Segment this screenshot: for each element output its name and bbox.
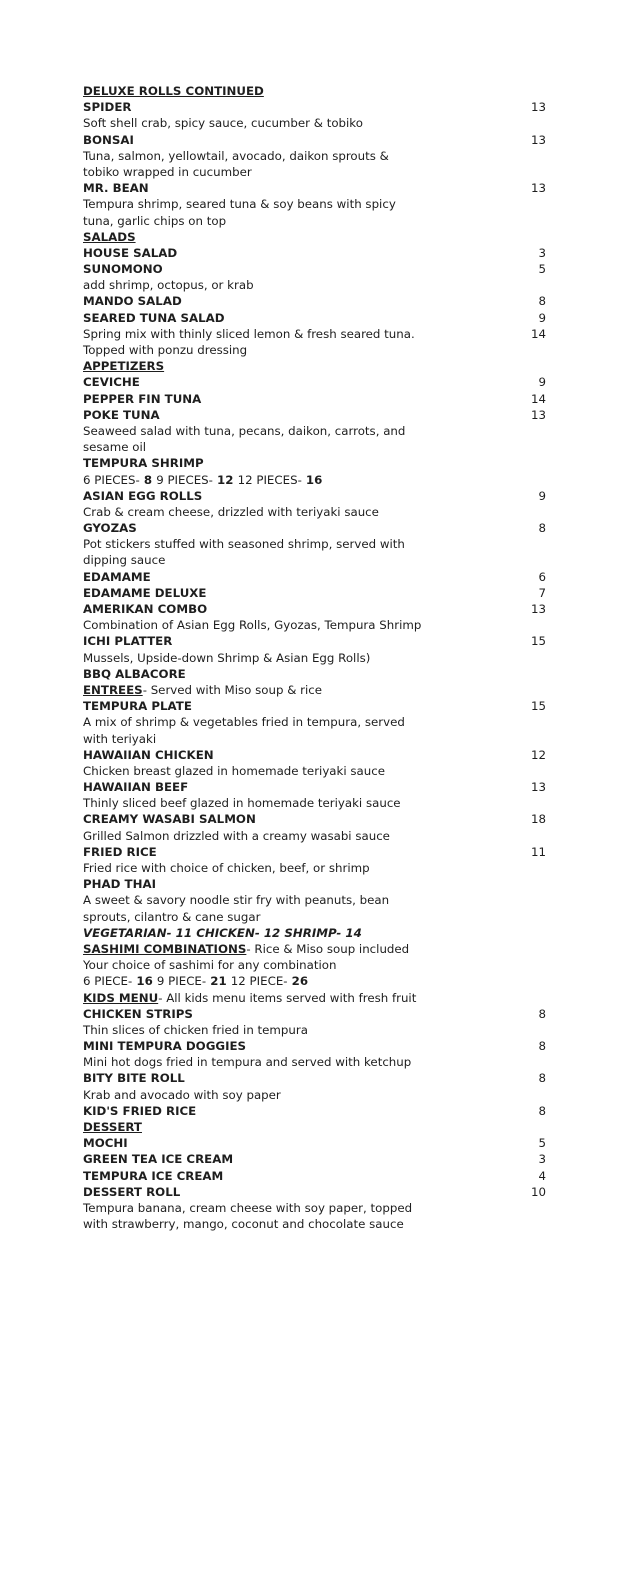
item-price: 6 [538, 569, 546, 584]
item-price: 8 [538, 294, 546, 309]
size-label: 12 PIECE- [230, 974, 288, 989]
item-price: 8 [538, 1006, 546, 1021]
item-price: 9 [538, 310, 546, 325]
item-name: CHICKEN STRIPS [83, 1006, 193, 1021]
section-salads: SALADS [83, 229, 136, 244]
section-dessert: DESSERT [83, 1120, 142, 1134]
item-description: Grilled Salmon drizzled with a creamy wasabi sauce [83, 828, 390, 843]
item-name: HAWAIIAN BEEF [83, 780, 189, 795]
item-name: MINI TEMPURA DOGGIES [83, 1039, 247, 1054]
item-fried-rice [83, 844, 546, 860]
size-price: 16 [301, 472, 323, 487]
item-name: EDAMAME [83, 569, 151, 584]
item-price: 10 [530, 1184, 546, 1199]
item-price: 8 [538, 521, 546, 536]
item-price: 13 [530, 100, 546, 115]
item-name: PEPPER FIN TUNA [83, 391, 202, 406]
item-name: GYOZAS [83, 521, 137, 536]
item-price: 8 [538, 1039, 546, 1054]
item-price: 3 [538, 245, 546, 260]
item-price: 13 [530, 132, 546, 147]
section-note: - All kids menu items served with fresh fruit [158, 990, 417, 1005]
item-price: 8 [538, 1071, 546, 1086]
item-pepper-fin-tuna [83, 391, 546, 407]
item-price: 18 [530, 812, 546, 827]
section-appetizers: APPETIZERS [83, 359, 165, 374]
size-price: 8 [139, 472, 157, 487]
item-name: AMERIKAN COMBO [83, 602, 208, 616]
item-edamame-deluxe [83, 585, 546, 601]
item-description-text: Spring mix with thinly sliced lemon & fresh seared tuna. [83, 326, 415, 341]
item-description: Krab and avocado with soy paper [83, 1087, 281, 1102]
item-mr-bean [83, 180, 546, 196]
item-description: Pot stickers stuffed with seasoned shrimp, served with [83, 537, 405, 552]
item-name: SUNOMONO [83, 262, 163, 277]
item-price: 13 [530, 780, 546, 795]
section-kids-menu [83, 990, 546, 1006]
item-name: EDAMAME DELUXE [83, 585, 207, 600]
item-description: Tempura banana, cream cheese with soy paper, topped [83, 1200, 413, 1215]
item-name: SPIDER [83, 100, 132, 115]
item-price: 5 [538, 262, 546, 277]
section-title: KIDS MENU [83, 990, 159, 1005]
section-deluxe-rolls: DELUXE ROLLS CONTINUED [83, 84, 264, 98]
item-asian-egg-rolls [83, 488, 546, 504]
item-name: DESSERT ROLL [83, 1184, 181, 1199]
item-name: MR. BEAN [83, 181, 149, 196]
item-description: Thin slices of chicken fried in tempura [83, 1022, 308, 1037]
item-description: Topped with ponzu dressing [83, 343, 248, 357]
item-name: SEARED TUNA SALAD [83, 310, 225, 325]
item-name: KID'S FRIED RICE [83, 1103, 197, 1118]
item-bity-bite-roll [83, 1070, 546, 1086]
item-green-tea-ice-cream [83, 1151, 546, 1167]
item-description: Fried rice with choice of chicken, beef, or shrimp [83, 861, 370, 875]
item-name: ASIAN EGG ROLLS [83, 488, 203, 503]
size-label: 6 PIECES- [83, 472, 140, 487]
item-price: 14 [530, 326, 546, 341]
item-seared-tuna-salad [83, 310, 546, 326]
item-tempura-plate [83, 698, 546, 714]
item-price: 15 [530, 699, 546, 714]
item-price: 13 [530, 407, 546, 422]
item-price: 13 [530, 181, 546, 196]
item-tempura-shrimp: TEMPURA SHRIMP [83, 456, 204, 471]
menu-page [83, 83, 546, 1232]
item-hawaiian-chicken [83, 747, 546, 763]
item-description: tuna, garlic chips on top [83, 213, 227, 228]
section-sashimi-combinations [83, 941, 546, 957]
item-name: HOUSE SALAD [83, 245, 178, 260]
size-label: 9 PIECE- [156, 974, 207, 989]
item-name: HAWAIIAN CHICKEN [83, 747, 214, 762]
item-name: BITY BITE ROLL [83, 1071, 185, 1086]
item-name: GREEN TEA ICE CREAM [83, 1152, 234, 1167]
item-ichi-platter [83, 633, 546, 649]
item-bbq-albacore: BBQ ALBACORE [83, 666, 186, 681]
item-name: CEVICHE [83, 375, 140, 390]
item-sunomono [83, 261, 546, 277]
section-note: - Served with Miso soup & rice [142, 682, 323, 697]
item-description: dipping sauce [83, 553, 166, 568]
sashimi-sizes [83, 973, 546, 989]
item-price: 12 [530, 747, 546, 762]
item-description: Combination of Asian Egg Rolls, Gyozas, Tempura Shrimp [83, 618, 422, 633]
item-name: MOCHI [83, 1136, 128, 1151]
item-hawaiian-beef [83, 779, 546, 795]
item-price: 15 [530, 634, 546, 649]
item-description: Your choice of sashimi for any combination [83, 958, 337, 973]
item-description: sprouts, cilantro & cane sugar [83, 909, 261, 924]
item-bonsai [83, 132, 546, 148]
item-price: 13 [530, 602, 546, 616]
item-price: 9 [538, 375, 546, 390]
item-description: A sweet & savory noodle stir fry with peanuts, bean [83, 893, 390, 908]
size-label: 12 PIECES- [237, 472, 302, 487]
item-gyozas [83, 520, 546, 536]
item-price: 11 [530, 844, 546, 859]
item-dessert-roll [83, 1184, 546, 1200]
item-chicken-strips [83, 1006, 546, 1022]
item-description: Mini hot dogs fried in tempura and served with ketchup [83, 1055, 412, 1070]
item-poke-tuna [83, 407, 546, 423]
item-description: with strawberry, mango, coconut and chocolate sauce [83, 1217, 404, 1232]
item-price: 3 [538, 1152, 546, 1167]
item-ceviche [83, 374, 546, 390]
item-price: 14 [530, 391, 546, 406]
item-description: with teriyaki [83, 731, 157, 746]
item-name: CREAMY WASABI SALMON [83, 812, 256, 827]
section-entrees [83, 682, 546, 698]
tempura-shrimp-sizes [83, 472, 546, 488]
section-title: SASHIMI COMBINATIONS [83, 941, 247, 956]
item-description: Tuna, salmon, yellowtail, avocado, daikon sprouts & [83, 148, 389, 163]
item-description: Tempura shrimp, seared tuna & soy beans with spicy [83, 197, 396, 212]
item-description: add shrimp, octopus, or krab [83, 278, 254, 293]
item-tempura-ice-cream [83, 1168, 546, 1184]
item-phad-thai: PHAD THAI [83, 877, 156, 892]
item-price: 7 [538, 585, 546, 600]
section-title: ENTREES [83, 682, 143, 697]
item-edamame [83, 569, 546, 585]
item-description: Seaweed salad with tuna, pecans, daikon, carrots, and [83, 423, 406, 438]
item-mini-tempura-doggies [83, 1038, 546, 1054]
item-description: Crab & cream cheese, drizzled with teriyaki sauce [83, 504, 379, 519]
item-spider [83, 99, 546, 115]
item-description: sesame oil [83, 440, 147, 455]
item-name: POKE TUNA [83, 407, 160, 422]
item-description: Thinly sliced beef glazed in homemade teriyaki sauce [83, 796, 401, 811]
size-label: 6 PIECE- [83, 974, 133, 989]
item-house-salad [83, 245, 546, 261]
item-name: BONSAI [83, 132, 134, 147]
item-price: 5 [538, 1136, 546, 1151]
item-description: A mix of shrimp & vegetables fried in tempura, served [83, 715, 405, 730]
item-name: ICHI PLATTER [83, 634, 173, 649]
phad-thai-options: VEGETARIAN- 11 CHICKEN- 12 SHRIMP- 14 [83, 925, 362, 940]
item-name: MANDO SALAD [83, 294, 182, 309]
size-price: 26 [287, 974, 309, 989]
item-description [83, 326, 546, 342]
item-creamy-wasabi-salmon [83, 811, 546, 827]
item-mochi [83, 1135, 546, 1151]
size-price: 16 [132, 974, 157, 989]
item-name: TEMPURA PLATE [83, 699, 192, 714]
size-price: 21 [206, 974, 231, 989]
item-description: Chicken breast glazed in homemade teriyaki sauce [83, 763, 385, 778]
item-price: 4 [538, 1168, 546, 1183]
item-mando-salad [83, 293, 546, 309]
size-price: 12 [212, 472, 238, 487]
item-description: Soft shell crab, spicy sauce, cucumber & tobiko [83, 116, 363, 131]
section-note: - Rice & Miso soup included [246, 941, 410, 956]
item-price: 9 [538, 488, 546, 503]
item-description: Mussels, Upside-down Shrimp & Asian Egg Rolls) [83, 650, 371, 665]
item-kids-fried-rice [83, 1103, 546, 1119]
item-name: FRIED RICE [83, 844, 157, 859]
size-label: 9 PIECES- [156, 472, 213, 487]
item-price: 8 [538, 1103, 546, 1118]
item-name: TEMPURA ICE CREAM [83, 1168, 224, 1183]
item-amerikan-combo [83, 601, 546, 617]
item-description: tobiko wrapped in cucumber [83, 164, 252, 179]
